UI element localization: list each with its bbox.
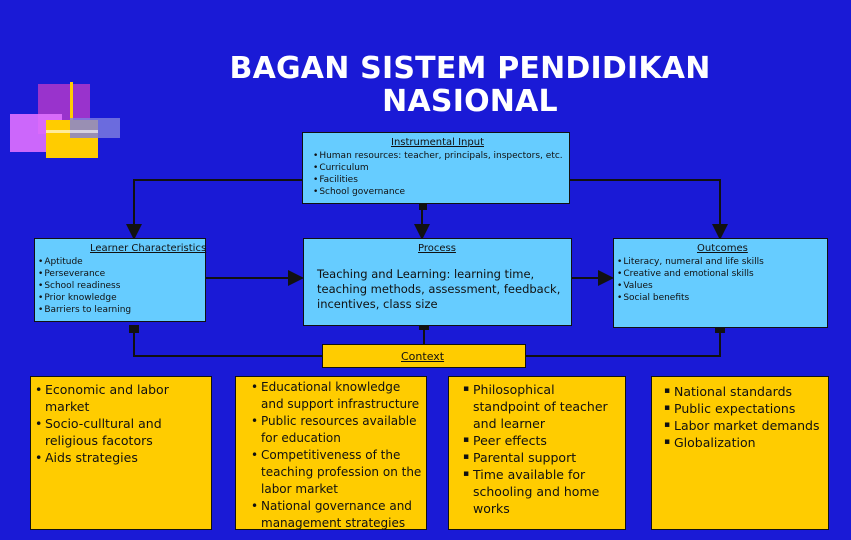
learner-characteristics-box xyxy=(34,238,206,322)
list-item: • National governance and management strategies xyxy=(251,498,425,532)
arrow-instrumental-to-outcomes xyxy=(570,180,720,236)
list-item: • Facilities xyxy=(313,174,563,186)
list-item: • Curriculum xyxy=(313,162,563,174)
line-outcomes-to-context xyxy=(526,330,720,356)
list-item: ▪ Labor market demands xyxy=(664,417,828,434)
list-item: • Creative and emotional skills xyxy=(617,268,764,280)
context-box-national xyxy=(651,376,829,530)
learner-characteristics-list xyxy=(38,256,131,316)
list-item: • Human resources: teacher, principals, inspectors, etc. xyxy=(313,150,563,162)
list-item: • Aids strategies xyxy=(35,449,205,466)
list-item: ▪ Public expectations xyxy=(664,400,828,417)
process-text: Teaching and Learning: learning time, teaching methods, assessment, feedback, incentives, class size xyxy=(317,267,561,311)
arrow-instrumental-to-learner xyxy=(134,180,302,236)
list-item: ▪ Globalization xyxy=(664,434,828,451)
list-item: • Aptitude xyxy=(38,256,131,268)
process-header: Process xyxy=(418,243,456,254)
outcomes-header: Outcomes xyxy=(697,243,748,254)
process-box xyxy=(303,238,572,326)
list-item: ▪ National standards xyxy=(664,383,828,400)
outcomes-box xyxy=(613,238,828,328)
outcomes-list xyxy=(617,256,764,304)
context-box-philosophical xyxy=(448,376,626,530)
title-line-2: NASIONAL xyxy=(382,84,558,119)
instrumental-input-list xyxy=(313,150,563,198)
context-label: Context xyxy=(401,350,445,363)
context-box xyxy=(322,344,526,368)
list-item: • Educational knowledge and support infrastructure xyxy=(251,379,425,413)
context-list-philosophical xyxy=(463,381,623,517)
list-item: ▪ Parental support xyxy=(463,449,623,466)
instrumental-input-header: Instrumental Input xyxy=(391,137,484,148)
list-item: • Literacy, numeral and life skills xyxy=(617,256,764,268)
list-item: • Economic and labor market xyxy=(35,381,205,415)
list-item: ▪ Time available for schooling and home works xyxy=(463,466,623,517)
context-list-national xyxy=(664,383,828,451)
line-learner-to-context xyxy=(134,330,322,356)
list-item: ▪ Philosophical standpoint of teacher and learner xyxy=(463,381,623,432)
context-list-educational xyxy=(251,379,425,532)
title-line-1: BAGAN SISTEM PENDIDIKAN xyxy=(229,51,711,86)
list-item: • School readiness xyxy=(38,280,131,292)
list-item: • Barriers to learning xyxy=(38,304,131,316)
list-item: • Social benefits xyxy=(617,292,764,304)
list-item: • Perseverance xyxy=(38,268,131,280)
list-item: • Competitiveness of the teaching profession on the labor market xyxy=(251,447,425,498)
context-box-educational xyxy=(235,376,427,530)
context-list-economic xyxy=(35,381,205,466)
learner-characteristics-header: Learner Characteristics xyxy=(90,243,207,254)
list-item: • Prior knowledge xyxy=(38,292,131,304)
list-item: • School governance xyxy=(313,186,563,198)
list-item: • Values xyxy=(617,280,764,292)
context-box-economic xyxy=(30,376,212,530)
list-item: • Public resources available for education xyxy=(251,413,425,447)
list-item: • Socio-culltural and religious facotors xyxy=(35,415,205,449)
instrumental-input-box xyxy=(302,132,570,204)
list-item: ▪ Peer effects xyxy=(463,432,623,449)
